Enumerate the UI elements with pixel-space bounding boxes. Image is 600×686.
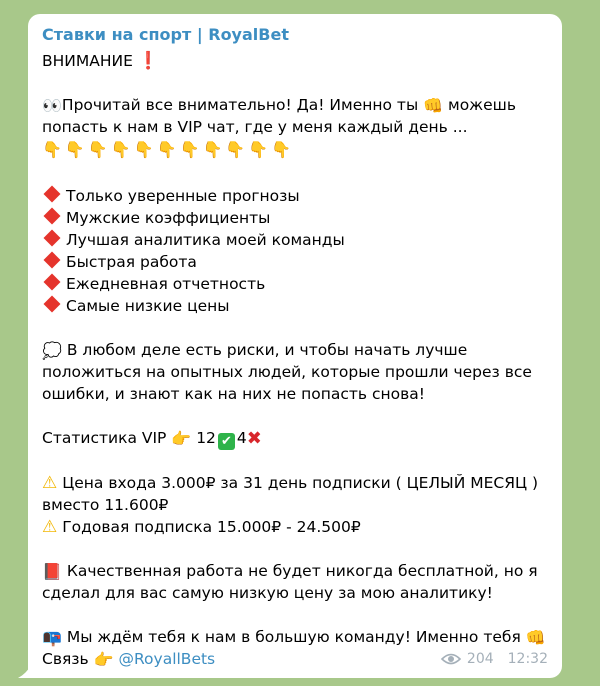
list-item: Лучшая аналитика моей команды (42, 229, 548, 251)
red-diamond-icon (44, 208, 61, 225)
quality-paragraph (42, 560, 548, 604)
price-text-1: Цена входа 3.000₽ за 31 день подписки ( ЦЕЛЫЙ МЕСЯЦ ) вместо 11.600₽ (42, 474, 539, 514)
stats-line (42, 427, 548, 450)
list-item: Самые низкие цены (42, 295, 548, 317)
intro-line-1 (42, 94, 548, 116)
thought-bubble-icon: 💭 (42, 341, 62, 360)
view-count: 204 (466, 651, 494, 667)
benefits-list (42, 185, 548, 317)
fist-icon: 👊 (525, 628, 546, 647)
message-time: 12:32 (507, 651, 548, 667)
team-line (42, 626, 548, 648)
team-text: Мы ждём тебя к нам в большую команду! Именно тебя (66, 628, 521, 646)
bubble-tail (18, 664, 32, 678)
intro-line-2: попасть к нам в VIP чат, где у меня каждый день ... (42, 118, 468, 136)
stats-label: Статистика VIP (42, 429, 167, 447)
message-text (42, 50, 548, 670)
warning-icon: ⚠ (42, 473, 58, 493)
attention-line (42, 50, 548, 72)
stats-wins: 12 (196, 429, 216, 447)
eye-icon (441, 653, 461, 665)
risk-text: В любом деле есть риски, и чтобы начать лучше положиться на опытных людей, которые прошли через все ошибки, и знают как на них не попасть снова! (42, 341, 532, 403)
price-line-1 (42, 472, 548, 516)
mailbox-icon: 📭 (42, 628, 62, 647)
red-diamond-icon (44, 296, 61, 313)
eyes-icon: 👀 (42, 96, 62, 115)
exclamation-icon: ❗ (137, 51, 160, 71)
price-text-2: Годовая подписка 15.000₽ - 24.500₽ (62, 518, 361, 536)
red-diamond-icon (44, 274, 61, 291)
fist-icon: 👊 (423, 96, 444, 115)
attention-text: ВНИМАНИЕ (42, 52, 133, 70)
quality-text: Качественная работа не будет никогда бесплатной, но я сделал для вас самую низкую цену за мою аналитику! (42, 562, 538, 602)
contact-label: Связь (42, 650, 89, 668)
stats-losses: 4 (236, 429, 247, 447)
red-diamond-icon (44, 186, 61, 203)
message-meta (441, 650, 548, 668)
list-item: Ежедневная отчетность (42, 273, 548, 295)
red-diamond-icon (44, 230, 61, 247)
intro-text-1-end: можешь (448, 96, 516, 114)
warning-icon: ⚠ (42, 517, 58, 537)
intro-text-1: Прочитай все внимательно! Да! Именно ты (61, 96, 419, 114)
list-item: Мужские коэффициенты (42, 207, 548, 229)
red-diamond-icon (44, 252, 61, 269)
contact-link[interactable]: @RoyallBets (118, 650, 216, 668)
risk-paragraph (42, 339, 548, 405)
pointing-right-icon: 👉 (171, 429, 192, 448)
checkmark-icon: ✔ (218, 433, 235, 450)
channel-name[interactable]: Ставки на спорт | RoyalBet (42, 25, 289, 44)
message-bubble (28, 14, 562, 678)
cross-icon: ✖ (246, 428, 262, 449)
pointing-right-icon: 👉 (93, 650, 114, 669)
list-item: Быстрая работа (42, 251, 548, 273)
list-item: Только уверенные прогнозы (42, 185, 548, 207)
book-icon: 📕 (42, 562, 62, 581)
pointing-down-icons: 👇👇👇👇👇👇👇👇👇👇👇 (42, 140, 295, 159)
price-line-2 (42, 516, 548, 538)
